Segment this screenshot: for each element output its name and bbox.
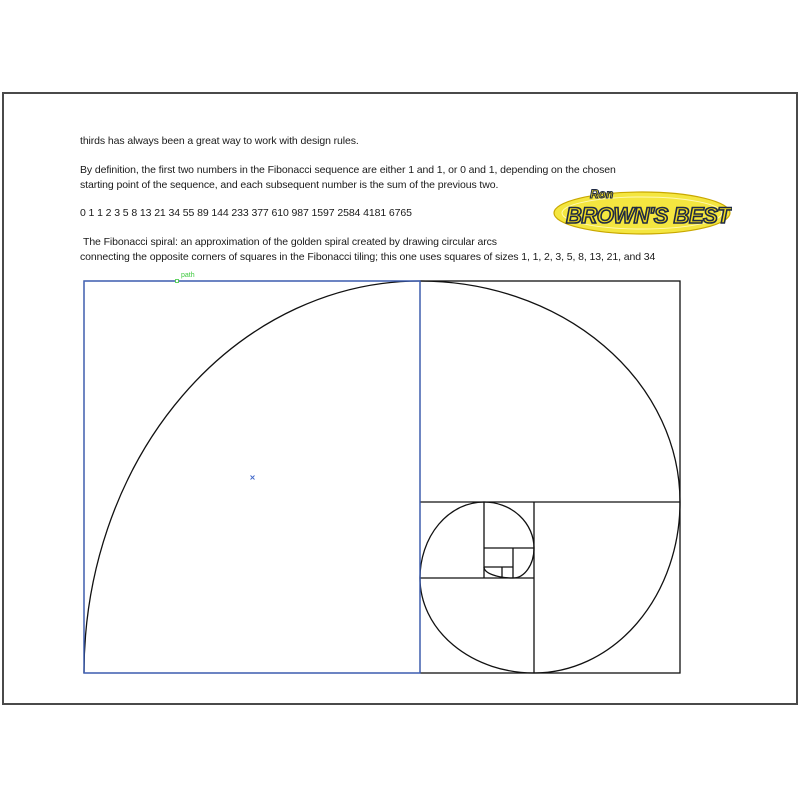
text-fibonacci-definition-line-1[interactable]: By definition, the first two numbers in the Fibonacci sequence are either 1 and 1, or 0 and 1, depending on the chosen <box>80 164 616 176</box>
spiral-arc-4[interactable] <box>420 578 534 673</box>
text-line-design-rules[interactable]: thirds has always been a great way to work with design rules. <box>80 135 359 147</box>
text-fibonacci-sequence[interactable]: 0 1 1 2 3 5 8 13 21 34 55 89 144 233 377 610 987 1597 2584 4181 6765 <box>80 207 412 219</box>
path-center-marker-icon <box>251 476 255 480</box>
logo-main-text: BROWN'S BEST <box>566 203 731 228</box>
logo-top-text: Ron <box>590 187 614 201</box>
spiral-arc-6[interactable] <box>484 502 534 548</box>
text-fibonacci-definition-line-2[interactable]: starting point of the sequence, and each subsequent number is the sum of the previous two. <box>80 179 499 191</box>
path-hover-label: path <box>181 272 195 279</box>
spiral-arc-2[interactable] <box>420 281 680 502</box>
spiral-arc-7[interactable] <box>513 548 534 578</box>
outer-rectangle[interactable] <box>84 281 680 673</box>
anchor-point-handle[interactable] <box>176 280 179 283</box>
spiral-arc-8[interactable] <box>484 567 513 578</box>
text-spiral-description-line-2[interactable]: connecting the opposite corners of squares in the Fibonacci tiling; this one uses squares of sizes 1, 1, 2, 3, 5, 8, 13, 21, and 34 <box>80 251 656 263</box>
text-spiral-description-line-1[interactable]: The Fibonacci spiral: an approximation of the golden spiral created by drawing circular arcs <box>83 236 497 248</box>
spiral-arc-3[interactable] <box>534 502 680 673</box>
spiral-arc-5[interactable] <box>420 502 484 578</box>
